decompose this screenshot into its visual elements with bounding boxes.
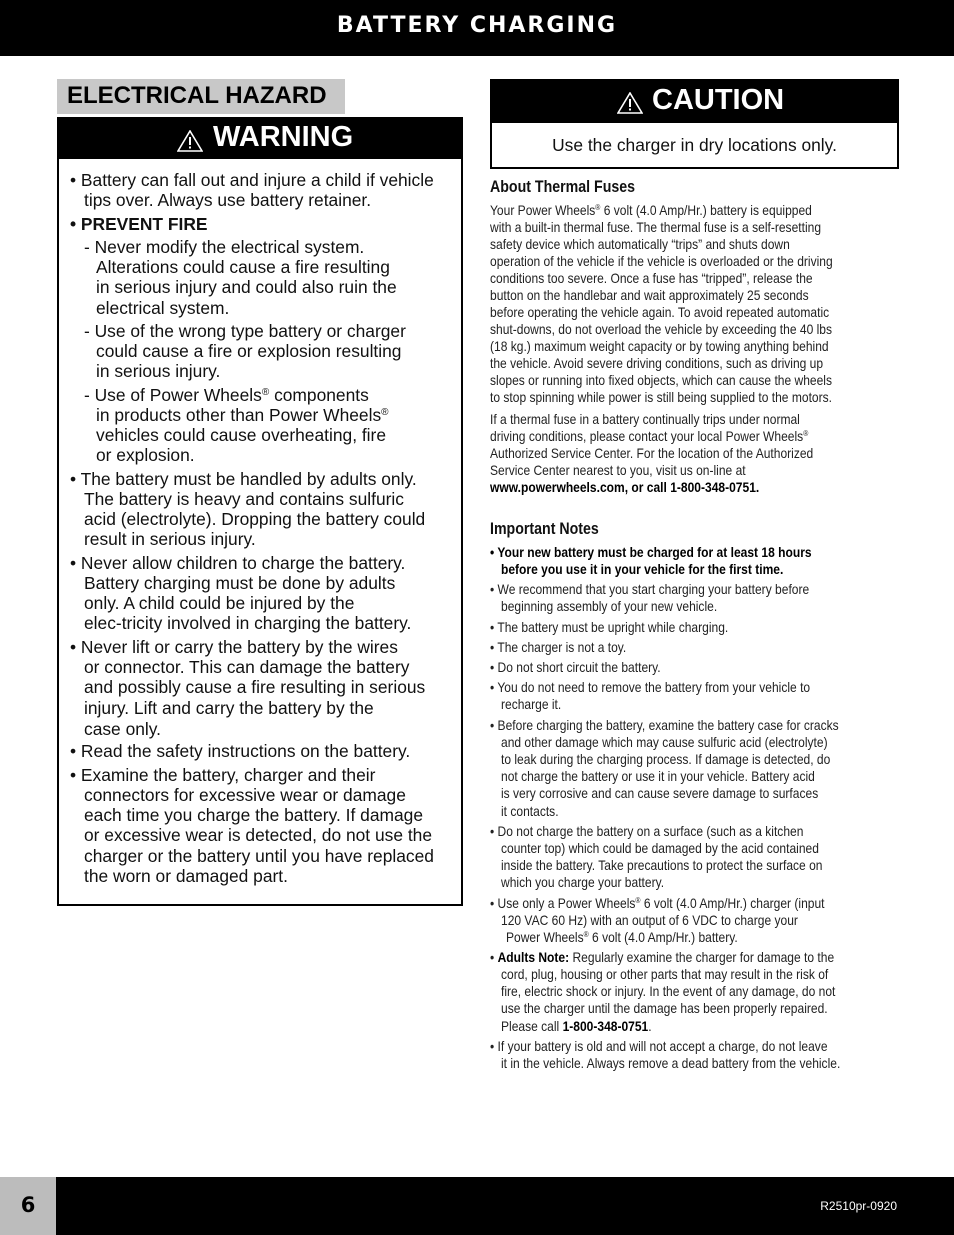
note-line: • Adults Note: Regularly examine the charger for damage to the (490, 949, 835, 965)
note-line: it in the vehicle. Always remove a dead battery from the vehicle. (501, 1055, 841, 1071)
note-line: fire, electric shock or injury. In the event of any damage, do not (501, 983, 836, 999)
header-bar (0, 0, 954, 56)
warning-line: in serious injury. (96, 361, 221, 381)
thermal-line: Your Power Wheels® 6 volt (4.0 Amp/Hr.) battery is equipped (490, 202, 812, 218)
thermal-line: button on the handlebar and wait approximately 25 seconds (490, 287, 809, 303)
warning-line: could cause a fire or explosion resulting (96, 341, 402, 361)
note-line: • Before charging the battery, examine the battery case for cracks (490, 717, 839, 733)
note-line: it contacts. (501, 803, 559, 819)
warning-line: - Use of the wrong type battery or charger (84, 321, 406, 341)
note-line: which you charge your battery. (501, 874, 665, 890)
warning-triangle-icon (177, 130, 203, 152)
warning-line: • Battery can fall out and injure a child if vehicle (70, 170, 434, 190)
warning-box (57, 117, 463, 906)
thermal-line: safety device which automatically “trips” and shuts down (490, 236, 790, 252)
caution-text: Use the charger in dry locations only. (552, 135, 837, 155)
note-line: cord, plug, housing or other parts that may result in the risk of (501, 966, 829, 982)
warning-line: acid (electrolyte). Dropping the battery could (84, 509, 426, 529)
warning-line: charger or the battery until you have replaced (84, 846, 434, 866)
warning-line: • PREVENT FIRE (70, 214, 208, 234)
note-line: • If your battery is old and will not accept a charge, do not leave (490, 1038, 828, 1054)
note-line: • Use only a Power Wheels® 6 volt (4.0 Amp/Hr.) charger (input (490, 895, 825, 911)
warning-line: and possibly cause a fire resulting in serious (84, 677, 426, 697)
electrical-hazard-label (57, 79, 345, 114)
important-notes-heading: Important Notes (490, 520, 599, 538)
page-number-tab (0, 1177, 56, 1235)
warning-line: or excessive wear is detected, do not use the (84, 825, 433, 845)
warning-line: each time you charge the battery. If damage (84, 805, 423, 825)
warning-line: • Never allow children to charge the battery. (70, 553, 406, 573)
thermal-line: If a thermal fuse in a battery continually trips under normal (490, 411, 800, 427)
note-line: • Do not charge the battery on a surface (such as a kitchen (490, 823, 804, 839)
warning-line: only. A child could be injured by the (84, 593, 355, 613)
page-number: 6 (20, 1193, 36, 1217)
note-line: • We recommend that you start charging your battery before (490, 581, 810, 597)
warning-line: elec-tricity involved in charging the battery. (84, 613, 412, 633)
warning-line: result in serious injury. (84, 529, 256, 549)
note-line: recharge it. (501, 696, 562, 712)
note-line: counter top) which could be damaged by the acid contained (501, 840, 819, 856)
thermal-line: (18 kg.) maximum weight capacity or by towing anything behind (490, 338, 829, 354)
thermal-line: slopes or running into fixed objects, which can cause the wheels (490, 372, 833, 388)
note-line: before you use it in your vehicle for the first time. (501, 561, 784, 577)
thermal-line: the vehicle. Avoid severe driving conditions, such as driving up (490, 355, 824, 371)
note-line: not charge the battery or use it in your vehicle. Battery acid (501, 768, 815, 784)
thermal-line: conditions too severe. Once a fuse has “tripped”, release the (490, 270, 813, 286)
warning-line: vehicles could cause overheating, fire (96, 425, 387, 445)
warning-line: in serious injury and could also ruin the (96, 277, 397, 297)
footer-bar (0, 1177, 954, 1235)
thermal-line: shut-downs, do not overload the vehicle by exceeding the 40 lbs (490, 321, 833, 337)
note-line: • The battery must be upright while charging. (490, 619, 729, 635)
warning-line: or connector. This can damage the battery (84, 657, 410, 677)
warning-header (59, 119, 461, 159)
note-line: inside the battery. Take precautions to protect the surface on (501, 857, 823, 873)
warning-line: the worn or damaged part. (84, 866, 288, 886)
note-line: • You do not need to remove the battery from your vehicle to (490, 679, 811, 695)
warning-line: Battery charging must be done by adults (84, 573, 396, 593)
warning-line: • The battery must be handled by adults only. (70, 469, 417, 489)
warning-line: - Never modify the electrical system. (84, 237, 365, 257)
note-line: Please call 1-800-348-0751. (501, 1018, 652, 1034)
thermal-line: Service Center nearest to you, visit us on-line at (490, 462, 746, 478)
warning-line: injury. Lift and carry the battery by the (84, 698, 374, 718)
document-code: R2510pr-0920 (820, 1199, 897, 1213)
thermal-line: with a built-in thermal fuse. The thermal fuse is a self-resetting (490, 219, 822, 235)
warning-line: • Examine the battery, charger and their (70, 765, 376, 785)
note-line: • Your new battery must be charged for at least 18 hours (490, 544, 812, 560)
warning-line: in products other than Power Wheels® (96, 405, 389, 425)
thermal-line: driving conditions, please contact your local Power Wheels® (490, 428, 809, 444)
warning-line: Alterations could cause a fire resulting (96, 257, 390, 277)
warning-line: or explosion. (96, 445, 195, 465)
electrical-hazard-text: ELECTRICAL HAZARD (67, 82, 327, 109)
thermal-line: before operating the vehicle again. To avoid repeated automatic (490, 304, 830, 320)
warning-title: WARNING (213, 121, 354, 153)
caution-box (490, 79, 899, 169)
note-line: use the charger until the damage has been properly repaired. (501, 1000, 828, 1016)
caution-triangle-icon (617, 92, 643, 114)
warning-line: - Use of Power Wheels® components (84, 385, 369, 405)
note-line: and other damage which may cause sulfuric acid (electrolyte) (501, 734, 828, 750)
warning-line: • Read the safety instructions on the battery. (70, 741, 411, 761)
note-line: beginning assembly of your new vehicle. (501, 598, 718, 614)
note-line: • Do not short circuit the battery. (490, 659, 661, 675)
warning-line: The battery is heavy and contains sulfuric (84, 489, 404, 509)
warning-line: connectors for excessive wear or damage (84, 785, 406, 805)
note-line: to leak during the charging process. If damage is detected, do (501, 751, 831, 767)
warning-line: electrical system. (96, 298, 230, 318)
thermal-contact-line: www.powerwheels.com, or call 1-800-348-0751. (490, 479, 760, 495)
page-title: BATTERY CHARGING (336, 13, 618, 38)
note-line: Power Wheels® 6 volt (4.0 Amp/Hr.) battery. (506, 929, 738, 945)
caution-header (492, 81, 897, 123)
warning-line: tips over. Always use battery retainer. (84, 190, 372, 210)
note-line: is very corrosive and can cause severe damage to surfaces (501, 785, 819, 801)
caution-title: CAUTION (652, 84, 785, 116)
note-line: 120 VAC 60 Hz) with an output of 6 VDC to charge your (501, 912, 798, 928)
warning-line: case only. (84, 719, 162, 739)
thermal-line: operation of the vehicle if the vehicle is overloaded or the driving (490, 253, 833, 269)
warning-line: • Never lift or carry the battery by the wires (70, 637, 398, 657)
thermal-fuses-heading: About Thermal Fuses (490, 178, 636, 196)
thermal-line: Authorized Service Center. For the location of the Authorized (490, 445, 814, 461)
note-line: • The charger is not a toy. (490, 639, 627, 655)
thermal-line: to stop spinning while power is still being supplied to the motors. (490, 389, 832, 405)
